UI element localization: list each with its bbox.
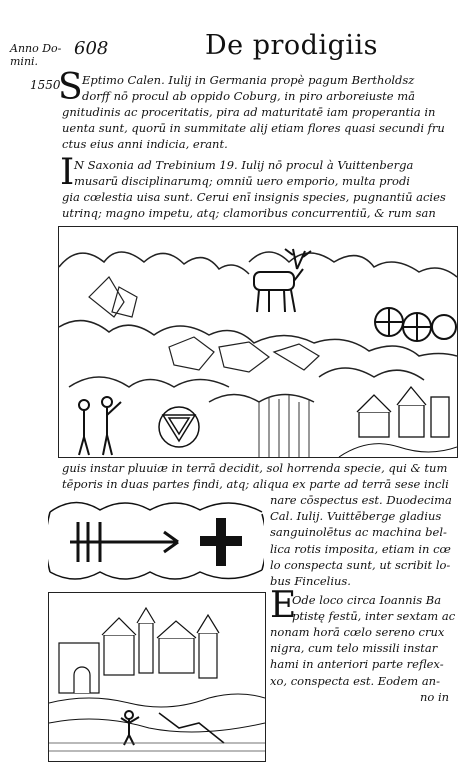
woodcut-celestial-battle <box>58 226 458 458</box>
paragraph-2 <box>74 157 413 189</box>
paragraph-1-cont <box>62 104 445 153</box>
year-marginal: 1550 <box>30 78 61 92</box>
black-cross <box>200 518 242 566</box>
text-line: lo conspecta sunt, ut scribit lo- <box>270 557 451 572</box>
divided-sun <box>159 407 199 447</box>
text-line: guis instar pluuiæ in terrā decidit, sol horrenda specie, qui & tum <box>62 461 448 475</box>
text-line: Eptimo Calen. Iulij in Germania propè pagum Bertholdsz <box>82 73 415 87</box>
sword-shape <box>70 522 178 562</box>
margin-note <box>10 42 61 68</box>
dropcap-s: S <box>58 67 83 108</box>
text-line: gnitudinis ac proceritatis, pira ad maturitatē iam properantia in <box>62 105 436 119</box>
text-line: ctus eius anni indicia, erant. <box>62 137 228 152</box>
text-line: lica rotis imposita, etiam in cœ <box>270 541 451 556</box>
text-line: no in <box>420 689 450 704</box>
text-line: gia cœlestia uisa sunt. Cerui enī insignis species, pugnantiū acies <box>62 190 446 204</box>
margin-note-line: mini. <box>10 55 39 68</box>
war-wheels <box>375 308 456 341</box>
text-line: sanguinolētus ac machina bel- <box>270 525 447 540</box>
text-line: dorff nō procul ab oppido Coburg, in piro arboreiuste mā <box>82 89 415 104</box>
text-line: nigra, cum telo missili instar <box>270 641 438 656</box>
text-line: tēporis in duas partes findi, atq; aliqua ex parte ad terrā sese incli <box>62 477 449 492</box>
woodcut-sword-cross <box>48 492 264 588</box>
text-line: hami in anteriori parte reflex- <box>270 657 444 672</box>
dropcap-i: I <box>60 152 75 193</box>
text-line: N Saxonia ad Trebinium 19. Iulij nō procul à Vuittenberga <box>74 158 414 172</box>
text-line: Ode loco circa Ioannis Ba <box>292 593 442 607</box>
paragraph-5-cont <box>270 624 449 705</box>
margin-note-line: Anno Do- <box>10 42 62 55</box>
text-line: Cal. Iulij. Vuittēberge gladius <box>270 509 442 524</box>
stag-figure <box>254 249 311 312</box>
text-line: utrinq; magno impetu, atq; clamoribus concurrentiū, & rum san <box>62 206 436 221</box>
text-line: musarū disciplinarumq; omniū uero emporio, multa prodi <box>74 174 410 189</box>
paragraph-5 <box>292 592 455 624</box>
paragraph-3 <box>62 460 449 492</box>
running-head: De prodigiis <box>205 30 378 61</box>
text-line: bus Fincelius. <box>270 574 351 589</box>
text-line: nonam horā cœlo sereno crux <box>270 625 445 639</box>
paragraph-4 <box>270 492 452 589</box>
text-line: uenta sunt, quorū in summitate alij etiam flores quasi secundi fru <box>62 121 445 136</box>
text-line: xo, conspecta est. Eodem an- <box>270 673 440 688</box>
text-line: nare cōspectus est. Duodecima <box>270 493 452 507</box>
text-line: ptistę festū, inter sextam ac <box>292 609 456 624</box>
page-number: 608 <box>74 38 109 59</box>
paragraph-1 <box>82 72 415 104</box>
woodcut-town-cross <box>48 592 266 762</box>
town-buildings <box>357 387 449 437</box>
dropcap-e: E <box>270 585 297 626</box>
paragraph-2-cont <box>62 189 446 221</box>
